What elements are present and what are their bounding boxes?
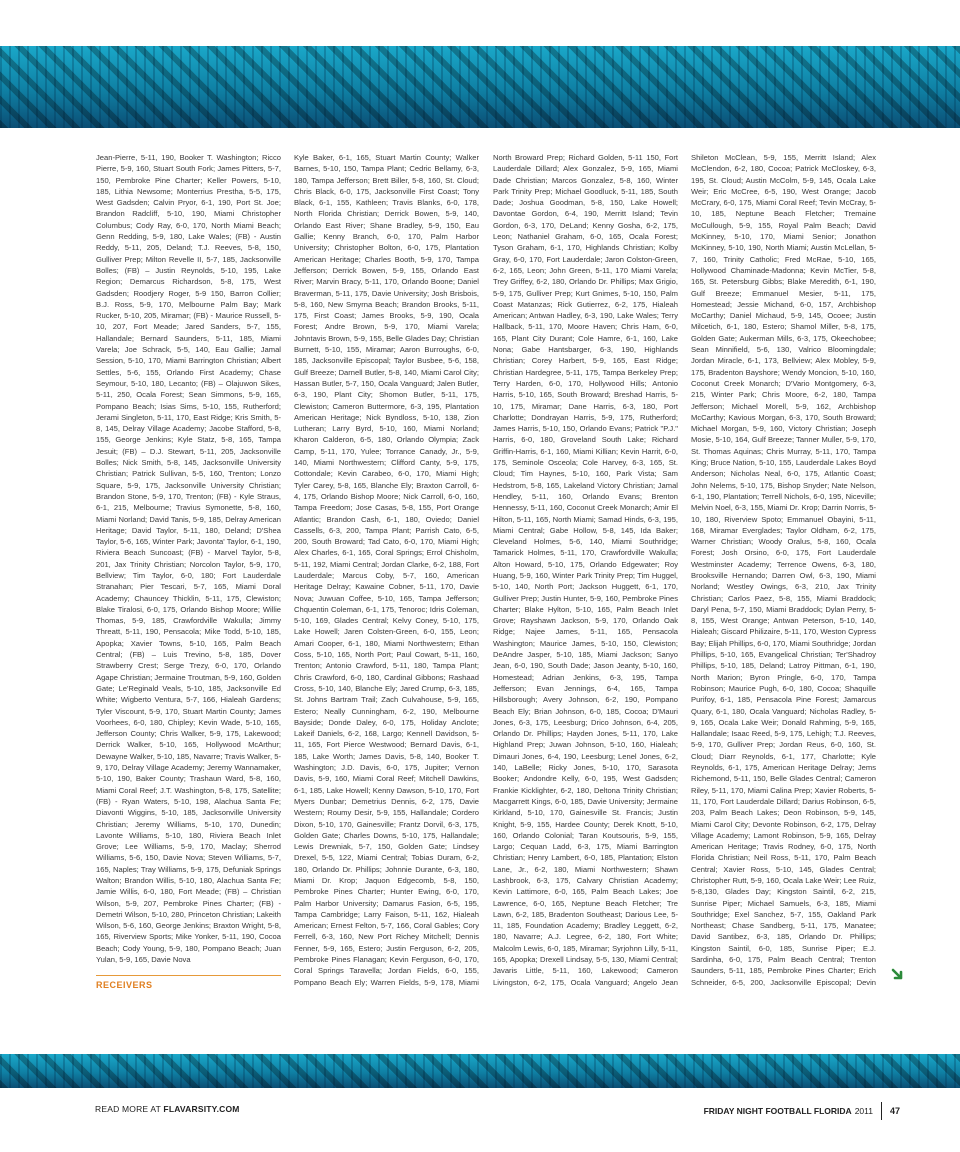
receivers-heading: RECEIVERS	[96, 975, 281, 988]
roster-columns	[96, 152, 876, 988]
col2-text: Kyle Baker, 6-1, 165, Stuart Martin County; Walker Barnes, 5-10, 150, Tampa Plant; Cedric Bellamy, 6-3, 180, Tampa Jefferson; Brett Biller, 5-8, 160, St. Cloud; Chris Black, 6-0, 175, Jacksonville First Coast; Tony Black, 6-1, 155, Kathleen; Travis Blanks, 6-0, 178, North Florida Christian; Derrick Bowen, 5-9, 140, Orlando East River; Shane Bradley, 5-9, 150, Eau Gallie; Kenny Branch, 6-0, 170, Palm Harbor University; Christopher Bolton, 6-0, 175, Plantation American Heritage; Charles Booth, 5-9, 170, Tampa Jefferson; Derrick Bowen, 5-9, 155, Orlando East River; Marvin Bracy, 5-11, 170, Orlando Boone; Daniel Braverman, 5-11, 175, Davie University; Josh Brisbois, 5-8, 160, New Smyrna Beach; Brandon Brooks, 5-11, 175, First Coast; James Brooks, 5-9, 190, Ocala Forest; Andre Brown, 5-9, 170, Miami Varela; Johntavis Brown, 5-9, 155, Belle Glades Day; Christian Burnett, 5-10, 155, Miramar; Aaron Burroughs, 6-0, 185, Jacksonville Episcopal; Taylor Busbee, 5-6, 158, Gulf Breeze; Darnell Butler, 5-8, 140, Miami Carol City; Hassan Butler, 5-7, 150, Ocala Vanguard; Jalen Butler, 6-3, 190, Plant City; Shomon Butler, 5-11, 175, Clewiston; Cameron Buttermore, 6-3, 195, Plantation American Heritage; Nick Byndloss, 5-10, 138, Zion Lutheran; Larry Byrd, 5-10, 160, Miami Norland; Kharon Calderon, 6-5, 180, Orlando Olympia; Zack Camp, 5-11, 170, Yulee; Torrance Canady, Jr., 5-9, 140, Miami Northwestern; Clifford Canty, 5-9, 175, Cottondale; Kevin Carabeo, 6-0, 170, Miami High; Tyler Carey, 5-8, 165, Blanche Ely; Braxton Carroll, 6-4, 175, Orlando Bishop Moore; Nick Carroll, 6-0, 160, Tampa Freedom; Jose Casas, 5-8, 155, Port Orange Atlantic; Brandon Cash, 6-1, 180, Oviedo; Daniel Cassells, 6-3, 200, Tampa Plant; Parrish Cato, 6-5, 200, South Broward; Tad Cato, 6-0, 170, Miami High; Alex Charles, 6-1, 165, Coral Springs; Errol Chisholm, 5-11, 192, Miami Central; Jordan Clarke, 6-2, 188, Fort Lauderdale; Marcus Coby, 5-7, 160, American Heritage Delray; Kawaine Cobner, 5-11, 170, Davie Nova; Juwuan Coffee, 5-10, 165, Tampa Jefferson; Chquentin Coleman, 6-1, 175, Tenoroc; Idris Coleman, 5-10, 169, Glades Central; Kelvy Coney, 5-10, 175, Lake Howell; Jaren Colsten-Green, 6-0, 155, Leon; Amari Cooper, 6-1, 180, Miami Northwestern; Ethan Coss, 5-10, 165, North Port; Paul Cowart, 5-11, 160, Trenton; Antonio Crawford, 5-11, 180, Tampa Plant; Chris Crawford, 6-0, 180, Cardinal Gibbons; Rashaad Cross, 5-10, 140, Blanche Ely; Jared Crump, 6-3, 185, St. Johns Bartram Trail; Zach Culvahouse, 5-9, 165, Estero; Neally Cunningham, 6-2, 190, Melbourne Bayside; Donde Daley, 6-0, 175, Holiday Anclote; Lakeif Daniels, 6-2, 168, Largo; Kennell Davidson, 5-11, 165, Fort Pierce Westwood; Bernard Davis, 6-1, 185, Lake Worth; James Davis, 5-8, 140, Booker T. Washington; J.D. Davis, 6-0, 175, Jupiter; Vernon Davis, 5-9, 160, Miami Coral Reef; Mitchell Dawkins, 6-1, 185, Lake Howell; Kenny Dawson, 5-10, 170, Fort Myers Dunbar; Demetrius Dennis, 6-2, 175, Davie Western; Roumy Desir, 5-9, 155, Hallandale; Cordero Dixon, 5-10, 170, Gainesville; Frantz Dorvil, 6-3, 175, Golden Gate; Charles Downs, 5-10, 175, Hallandale; Lewis Drewniak, 5-7, 150, Golden Gate; Lindsey Drexel, 5-5, 122, Miami Central; Tobias Duram, 6-2, 180, Orlando Dr. Phillips; Johnnie Durante, 6-3, 180, Miami Dr. Krop; Jaquon Edgecomb, 5-8, 150, Pembroke Pines Charter; Hunter Ewing, 6-0, 170, Palm Harbor University; Damarus Fasion, 6-5, 195, Tampa Cambridge; Larry Faison, 5-11, 162, Hialeah American; Ernest Felton, 5-7, 166, Coral Gables; Cory Ferrell, 6-3, 160, New Port Richey Mitchell; Dennis Fenner, 5-9, 165, Estero; Justin Ferguson, 6-2, 205, Pembroke Pines Flanagan; Kevin Ferguson, 6-0, 170, Coral Springs Taravella; Jordan Fields, 6-0, 155, Pompano Beach Ely; Warren Fields, 5-9, 178, Miami	[294, 153, 479, 987]
read-more-prefix: READ MORE AT	[95, 1104, 161, 1114]
magazine-year: 2011	[854, 1106, 873, 1116]
col4-text: Shileton McClean, 5-9, 155, Merritt Island; Alex McClendon, 6-2, 180, Cocoa; Patrick McCloskey, 6-3, 195, St. Cloud; Austin McColm, 5-9, 145, Ocala Lake Weir; Eric McCree, 6-5, 190, West Orange; Jacob McCrary, 6-0, 175, Miami Coral Reef; Tevin McCray, 5-10, 185, Neptune Beach Fletcher; Tremaine McCullough, 5-9, 155, Royal Palm Beach; David McKinney, 5-10, 170, Miami Senior; Jonathon McKinney, 5-10, 190, North Miami; Austin McLellan, 5-7, 160, Trinity Catholic; Fred McRae, 5-10, 165, Hollywood Chaminade-Madonna; Kevin McTier, 5-8, 165, St. Petersburg Gibbs; Blake Meredith, 6-1, 190, Gulf Breeze; Emmanuel Mesier, 5-11, 175, Homestead; Jessie Michand, 6-0, 157, Archbishop McCarthy; Daniel Michaud, 5-9, 145, Ocoee; Justin Milcetich, 6-1, 180, Estero; Shamol Miller, 5-8, 175, Golden Gate; Aukerman Mills, 6-3, 175, Okeechobee; Sean Minnifield, 5-6, 130, Valrico Bloomingdale; Jordan Miracle, 6-1, 173, Bellview; Alex Mobley, 5-9, 175, Bradenton Bayshore; Wendy Moncion, 5-10, 160, Coconut Creek Monarch; D'Vario Montgomery, 6-3, 215, Winter Park; Chris Moore, 6-2, 180, Tampa Jefferson; Michael Morell, 5-9, 162, Archbishop McCarthy; Kavious Morgan, 6-3, 170, South Broward; Michael Morgan, 5-9, 160, Victory Christian; Joseph Mosie, 5-10, 164, Gulf Breeze; Tanner Muller, 5-9, 170, St. Thomas Aquinas; Chris Murray, 5-11, 170, Tampa King; Bruce Nation, 5-10, 155, Lauderdale Lakes Boyd Anderson; Nicholas Neal, 6-0, 175, Atlantic Coast; John Nelems, 5-10, 175, Bishop Snyder; Nate Nelson, 6-1, 190, Plantation; Terrell Nichols, 6-0, 195, Niceville; Melvin Noel, 6-3, 155, Miami Dr. Krop; Darrin Norris, 5-10, 180, Riverview Spoto; Emmanuel Obayini, 5-11, 168, Miramar Everglades; Taylor Oldham, 6-2, 175, Warner Christian; Woody Oralus, 5-8, 160, Ocala Forest; Josh Orsino, 6-0, 175, Fort Lauderdale Westminster Academy; Terrence Owens, 6-3, 180, Brooksville Hernando; Darren Owl, 6-3, 190, Miami Norland; Westley Owings, 6-3, 210, Jax Trinity Christian; Carlos Paez, 5-8, 155, Miami Braddock; Daryl Pena, 5-7, 150, Miami Braddock; Dylan Perry, 5-8, 155, West Orange; Antwan Peterson, 5-10, 140, Hialeah; Giscard Philizaire, 5-11, 170, Weston Cypress Bay; Elijah Phillips, 6-0, 170, Miami Southridge; Jordan Phillips, 5-10, 165, Evangelical Christian; Ter'Shadroy Phillips, 5-10, 185, Deland; Latroy Pittman, 6-1, 190, North Marion; Byron Pringle, 6-0, 170, Tampa Robinson; Maurice Pugh, 6-0, 180, Cocoa; Shaquille Purifoy, 6-1, 185, Pensacola Pine Forest; Jamarcus Quary, 6-1, 180, Ocala Vanguard; Nicholas Radley, 5-9, 165, Ocala Lake Weir; Donald Rahming, 5-9, 165, Hallandale; Isaac Reed, 5-9, 175, Lehigh; T.J. Reeves, 5-9, 170, Gulliver Prep; Jordan Reus, 6-0, 160, St. Cloud; Diarr Reynolds, 6-1, 177, Charlotte; Kyle Reynolds, 6-1, 175, American Heritage Delray; Jems Richemond, 5-11, 150, Belle Glades Central; Cameron Riley, 5-11, 170, Miami Calina Prep; Xavier Roberts, 5-11, 170, Fort Lauderdale Dillard; Darius Robinson, 6-5, 203, Palm Beach Lakes; Deon Robinson, 5-9, 145, Miami Carol City; Devonte Robinson, 6-2, 175, Delray Village Academy; Lamont Robinson, 5-9, 165, Delray American Heritage; Travis Rodney, 6-0, 175, North Florida Christian; Neil Ross, 5-11, 170, Palm Beach Central; Xavier Ross, 5-10, 145, Glades Central; Christopher Rutt, 5-9, 160, Ocala Lake Weir; Lee Ruiz, 5-8,130, Glades Day; Kingston Saintil, 6-2, 215, Sunrise Piper; Michael Samuels, 6-3, 185, Miami Southridge; Exel Sanchez, 5-7, 155, Oakland Park Northeast; Chase Sandberg, 5-11, 175, Manatee; David Santibez, 6-3, 185, Orlando Dr. Phillips; Kingston Saintil, 6-0, 185, Sunrise Piper; E.J. Sardinha, 6-0, 175, Palm Beach Central; Trenton Saunders, 5-11, 185, Pembroke Pines Charter; Erich Schneider, 6-5, 200, Jacksonville Episcopal; Devin	[691, 153, 876, 987]
column-2	[294, 152, 479, 988]
bottom-pattern-band	[0, 1054, 960, 1088]
column-3	[493, 152, 678, 988]
footer-read-more[interactable]	[95, 1104, 240, 1114]
footer-folio	[704, 1102, 900, 1120]
column-1	[96, 152, 281, 988]
top-pattern-band	[0, 46, 960, 128]
column-4	[691, 152, 876, 988]
magazine-title: FRIDAY NIGHT FOOTBALL FLORIDA	[703, 1106, 852, 1116]
site-link[interactable]: FLAVARSITY.COM	[163, 1104, 240, 1114]
folio-divider	[881, 1102, 882, 1120]
continue-arrow-icon	[891, 968, 905, 982]
page-number: 47	[889, 1106, 900, 1116]
col3-text: North Broward Prep; Richard Golden, 5-11 150, Fort Lauderdale Dillard; Alex Gonzalez, 5-9, 165, Miami Dade Christian; Marcos Gonzalez, 5-8, 160, Winter Park Trinity Prep; Michael Goodluck, 5-11, 185, South Dade; Joshua Goodman, 5-8, 150, Lake Howell; Davontae Gordon, 6-4, 190, Merritt Island; Tevin Gordon, 6-3, 170, DeLand; Kenny Gosha, 6-2, 175, Leon; Nathaniel Graham, 6-0, 165, Ocala Forest; Tyson Graham, 6-1, 170, Highlands Christian; Kolby Gray, 6-0, 170, Fort Lauderdale; Jaron Colston-Green, 6-2, 165, Leon; John Green, 5-11, 170 Miami Varela; Trey Griffey, 6-2, 180, Orlando Dr. Phillips; Max Grigio, 5-9, 175, Gulliver Prep; Kurt Gnimes, 5-10, 150, Palm Coast Matanzas; Rick Gutierrez, 6-2, 175, Hialeah American; Antwan Hadley, 6-3, 190, Lake Wales; Terry Hallback, 5-11, 170, Moore Haven; Chris Ham, 6-0, 165, Plant City Durant; Cole Hamre, 6-1, 160, Lake Nona; Gabe Hantsbarger, 6-3, 190, Highlands Christian; Corey Harbert, 5-9, 165, East Ridge; Christian Hardegree, 5-11, 175, Tampa Berkeley Prep; Terry Harden, 6-0, 170, Hollywood Hills; Antonio Harris, 5-10, 165, South Broward; Breshad Harris, 5-10, 175, Miramar; Dane Harris, 6-3, 180, Port Charlotte; Dondrayan Harris, 5-9, 175, Rutherford; James Harris, 5-10, 150, Orlando Evans; Patrick "P.J." Harris, 6-0, 180, Groveland South Lake; Richard Griffin-Harris, 6-1, 160, Miami Killian; Kevin Harrit, 6-0, 175, Seminole Osceola; Cole Harvey, 6-3, 165, St. Cloud; Tim Haynes, 5-10, 160, Park Vista; Sam Hedstrom, 5-8, 165, Lakeland Victory Christian; Jamal Hendley, 5-11, 160, Orlando Evans; Brenton Hennessy, 5-11, 160, Coconut Creek Monarch; Amir El Hilton, 5-11, 165, North Miami; Samad Hinds, 6-3, 195, Miami Central; Gabe Hollow, 5-8, 145, Ida Baker; Cleveland Holmes, 5-6, 140, Miami Southridge; Tamarick Holmes, 5-11, 170, Crawfordville Wakulla; Alton Howard, 5-10, 175, Orlando Edgewater; Roy Huang, 5-9, 160, Winter Park Trinity Prep; Tim Huggel, 5-10, 140, North Port; Jackson Huggett, 6-1, 170, Gulliver Prep; Justin Hunter, 5-9, 160, Pembroke Pines Charter; Blake Hylton, 5-10, 165, Palm Beach Inlet Grove; Rayshawn Jackson, 5-9, 170, Orlando Oak Ridge; Najee James, 5-11, 165, Pensacola Washington; Maurice James, 5-10, 150, Clewiston; DeAndre Jasper, 5-10, 185, Miami Jackson; Sanyo Jean, 6-0, 190, South Dade; Jason Jeanty, 5-10, 160, Homestead; Adrian Jenkins, 6-3, 195, Tampa Jefferson; Evan Jennings, 6-4, 165, Tampa Hillsborough; Avery Johnson, 6-2, 190, Pompano Beach Ely; Brian Johnson, 6-0, 185, Cocoa; D'Mauri Jones, 6-3, 175, Leesburg; Drico Johnson, 6-4, 205, Orlando Dr. Phillips; Hayden Jones, 5-11, 170, Lake Highland Prep; Juwan Johnson, 5-10, 160, Hialeah; Dimauri Jones, 6-4, 190, Leesburg; Lenel Jones, 6-2, 140, LaBelle; Ricky Jones, 5-10, 170, Sarasota Booker; Andondre Kelly, 6-0, 195, West Gadsden; Frankie Kicklighter, 6-2, 180, Deltona Trinity Christian; Macgarrett Kings, 6-0, 185, Davie University; Jermaine Kirkland, 5-10, 170, Gainesville St. Francis; Justin Knight, 5-9, 155, Hardee County; Derek Knott, 5-10, 160, Orlando Colonial; Taran Koutsouris, 5-9, 155, Largo; Cequan Ladd, 6-3, 175, Miami Barrington Christian; Henry Lambert, 6-0, 185, Plantation; Elston Lane, Jr., 6-2, 180, Miami Northwestern; Shawn Lashbrook, 6-3, 175, Calvary Christian Academy; Kevin Lattimore, 6-0, 165, Palm Beach Lakes; Joe Lawrence, 6-0, 165, Neptune Beach Fletcher; Tre Lawn, 6-2, 185, Bradenton Southeast; Darious Lee, 5-11, 185, Foundation Academy; Bradley Leggett, 6-2, 180, Navarre; A.J. Legree, 6-2, 180, Fort White; Malcolm Lewis, 6-0, 185, Miramar; Syrjohnn Lilly, 5-11, 165, Apopka; Drexell Lindsay, 5-5, 130, Miami Central; Javaris Little, 5-11, 160, Lakewood; Cameron Livingston, 6-2, 175, Ocala Vanguard; Angelo Jean	[493, 153, 678, 987]
col1-text: Jean-Pierre, 5-11, 190, Booker T. Washington; Ricco Pierre, 5-9, 160, Stuart South Fork; James Pitters, 5-7, 150, Pembroke Pine Charter; Keller Powers, 5-10, 185, Lithia Newsome; Monterrius Prestha, 5-5, 175, West Gadsden; Calvin Pryor, 6-1, 190, Port St. Joe; Brandon Radcliff, 5-10, 190, Miami Christopher Columbus; Cody Ray, 6-0, 170, North Miami Beach; Genn Redding, 5-9, 180, Lake Wales; (FB) - Austin Reddy, 5-11, 205, Deland; T.J. Reeves, 5-8, 150, Gulliver Prep; Milton Revelle II, 5-7, 185, Jacksonville Bolles; (FB) – Justin Reynolds, 5-10, 195, Lake Region; Demarcus Richardson, 5-8, 175, West Gadsden; Roodjery Roger, 5-9 150, Barron Collier; B.J. Ross, 5-9, 170, Melbourne Palm Bay; Mark Rucker, 5-10, 205, Miramar; (FB) - Maurice Russell, 5-10, 207, Fort Meade; Jared Sanders, 5-7, 155, Hallandale; Bernard Saunders, 5-11, 185, Miami Varela; Joe Schrack, 5-5, 140, Eau Gallie; Jamal Session, 5-10, 170, Miami Barrington Christian; Albert Settles, 5-6, 155, Orlando First Academy; Chase Seymour, 5-10, 180, Lecanto; (FB) – Olajuwon Sikes, 5-11, 250, Ocala Forest; Sean Simmons, 5-9, 165, Pompano Beach; Isias Sims, 5-10, 155, Rutherford; Jerami Singleton, 5-11, 170, East Ridge; Kris Smith, 5-8, 145, Delray Village Academy; Jacobe Stafford, 5-8, 155, George Jenkins; Kyle Statz, 5-8, 165, Tampa Jesuit; (FB) – D.J. Stewart, 5-11, 205, Jacksonville Bolles; Nick Smith, 5-8, 145, Jacksonville University Christian; Patrick Sullivan, 5-5, 160, Trenton; Lonzo Square, 5-9, 175, Jacksonville University Christian; Brandon Stone, 5-9, 170, Trenton; (FB) - Kyle Straus, 6-1, 215, Melbourne; Travius Symonette, 5-8, 160, Miami Norland; David Tanis, 5-9, 185, Delray American Heritage; David Taylor, 5-11, 180, Deland; D'Shea Taylor, 5-6, 165, Winter Park; Javonta' Taylor, 6-1, 190, Riviera Beach Suncoast; (FB) - Marvel Taylor, 5-8, 201, Jax Trinity Christian; Norcolon Taylor, 5-9, 170, Bellview; Tim Taylor, 6-0, 180; Fort Lauderdale Stranahan; Pier Tescari, 5-7, 165, Miami Doral Academy; Chauncey Thicklin, 5-11, 175, Clewiston; Blake Tiralosi, 6-0, 175, Orlando Bishop Moore; Willie Thomas, 5-9, 185, Crawfordville Wakulla; Jimmy Threatt, 5-11, 190, Pensacola; Mike Todd, 5-10, 185, Apopka; Xavier Towns, 5-10, 165, Palm Beach Central; (FB) – Luis Trevino, 5-8, 185, Dover Strawberry Crest; Serge Trezy, 6-0, 170, Orlando Agape Christian; Jermaine Troutman, 5-9, 160, Golden Gate; Le'Reginald Veals, 5-10, 185, Jacksonville Ed White; Wigberto Ventura, 5-7, 166, Hialeah Gardens; Tyler Viscount, 5-9, 170, Stuart Martin County; James Voorhees, 6-0, 180, Chipley; Kevin Wade, 5-10, 165, Jefferson County; Chris Walker, 5-9, 175, Lakewood; Derrick Walker, 5-10, 165, Hollywood McArthur; Dewayne Walker, 5-10, 185, Navarre; Travis Walker, 5-9, 170, Delray Village Academy; Jeremy Wannamaker, 5-10, 190, Baker County; Trashaun Ward, 5-8, 160, Miami Coral Reef; J.T. Washington, 5-8, 175, Satellite; (FB) - Ryan Waters, 5-10, 198, Alachua Santa Fe; Diavonti Wiggins, 5-10, 185, Jacksonville University Christian; Jeremy Williams, 5-10, 170, Dunedin; Lavonte Williams, 5-10, 180, Riviera Beach Inlet Grove; Lee Williams, 5-9, 170, Maclay; Sherrod Williams, 5-6, 150, Davie Nova; Steven Williams, 5-7, 165, Naples; Tray Williams, 5-9, 175, Defuniak Springs Walton; Brandon Willis, 5-10, 180, Alachua Santa Fe; Jamie Willis, 6-0, 180, Fort Meade; (FB) – Christian Wilson, 5-9, 207, Pembroke Pines Charter; (FB) - Demetri Wilson, 5-10, 280, Princeton Christian; Lakeith Wilson, 5-6, 160, George Jenkins; Braxton Wright, 5-8, 165, Riverview Sports; Mike Yonker, 5-11, 190, Cocoa Beach; Cody Young, 5-9, 180, Pompano Beach; Juan Yulan, 5-9, 165, Davie Nova	[96, 153, 281, 965]
